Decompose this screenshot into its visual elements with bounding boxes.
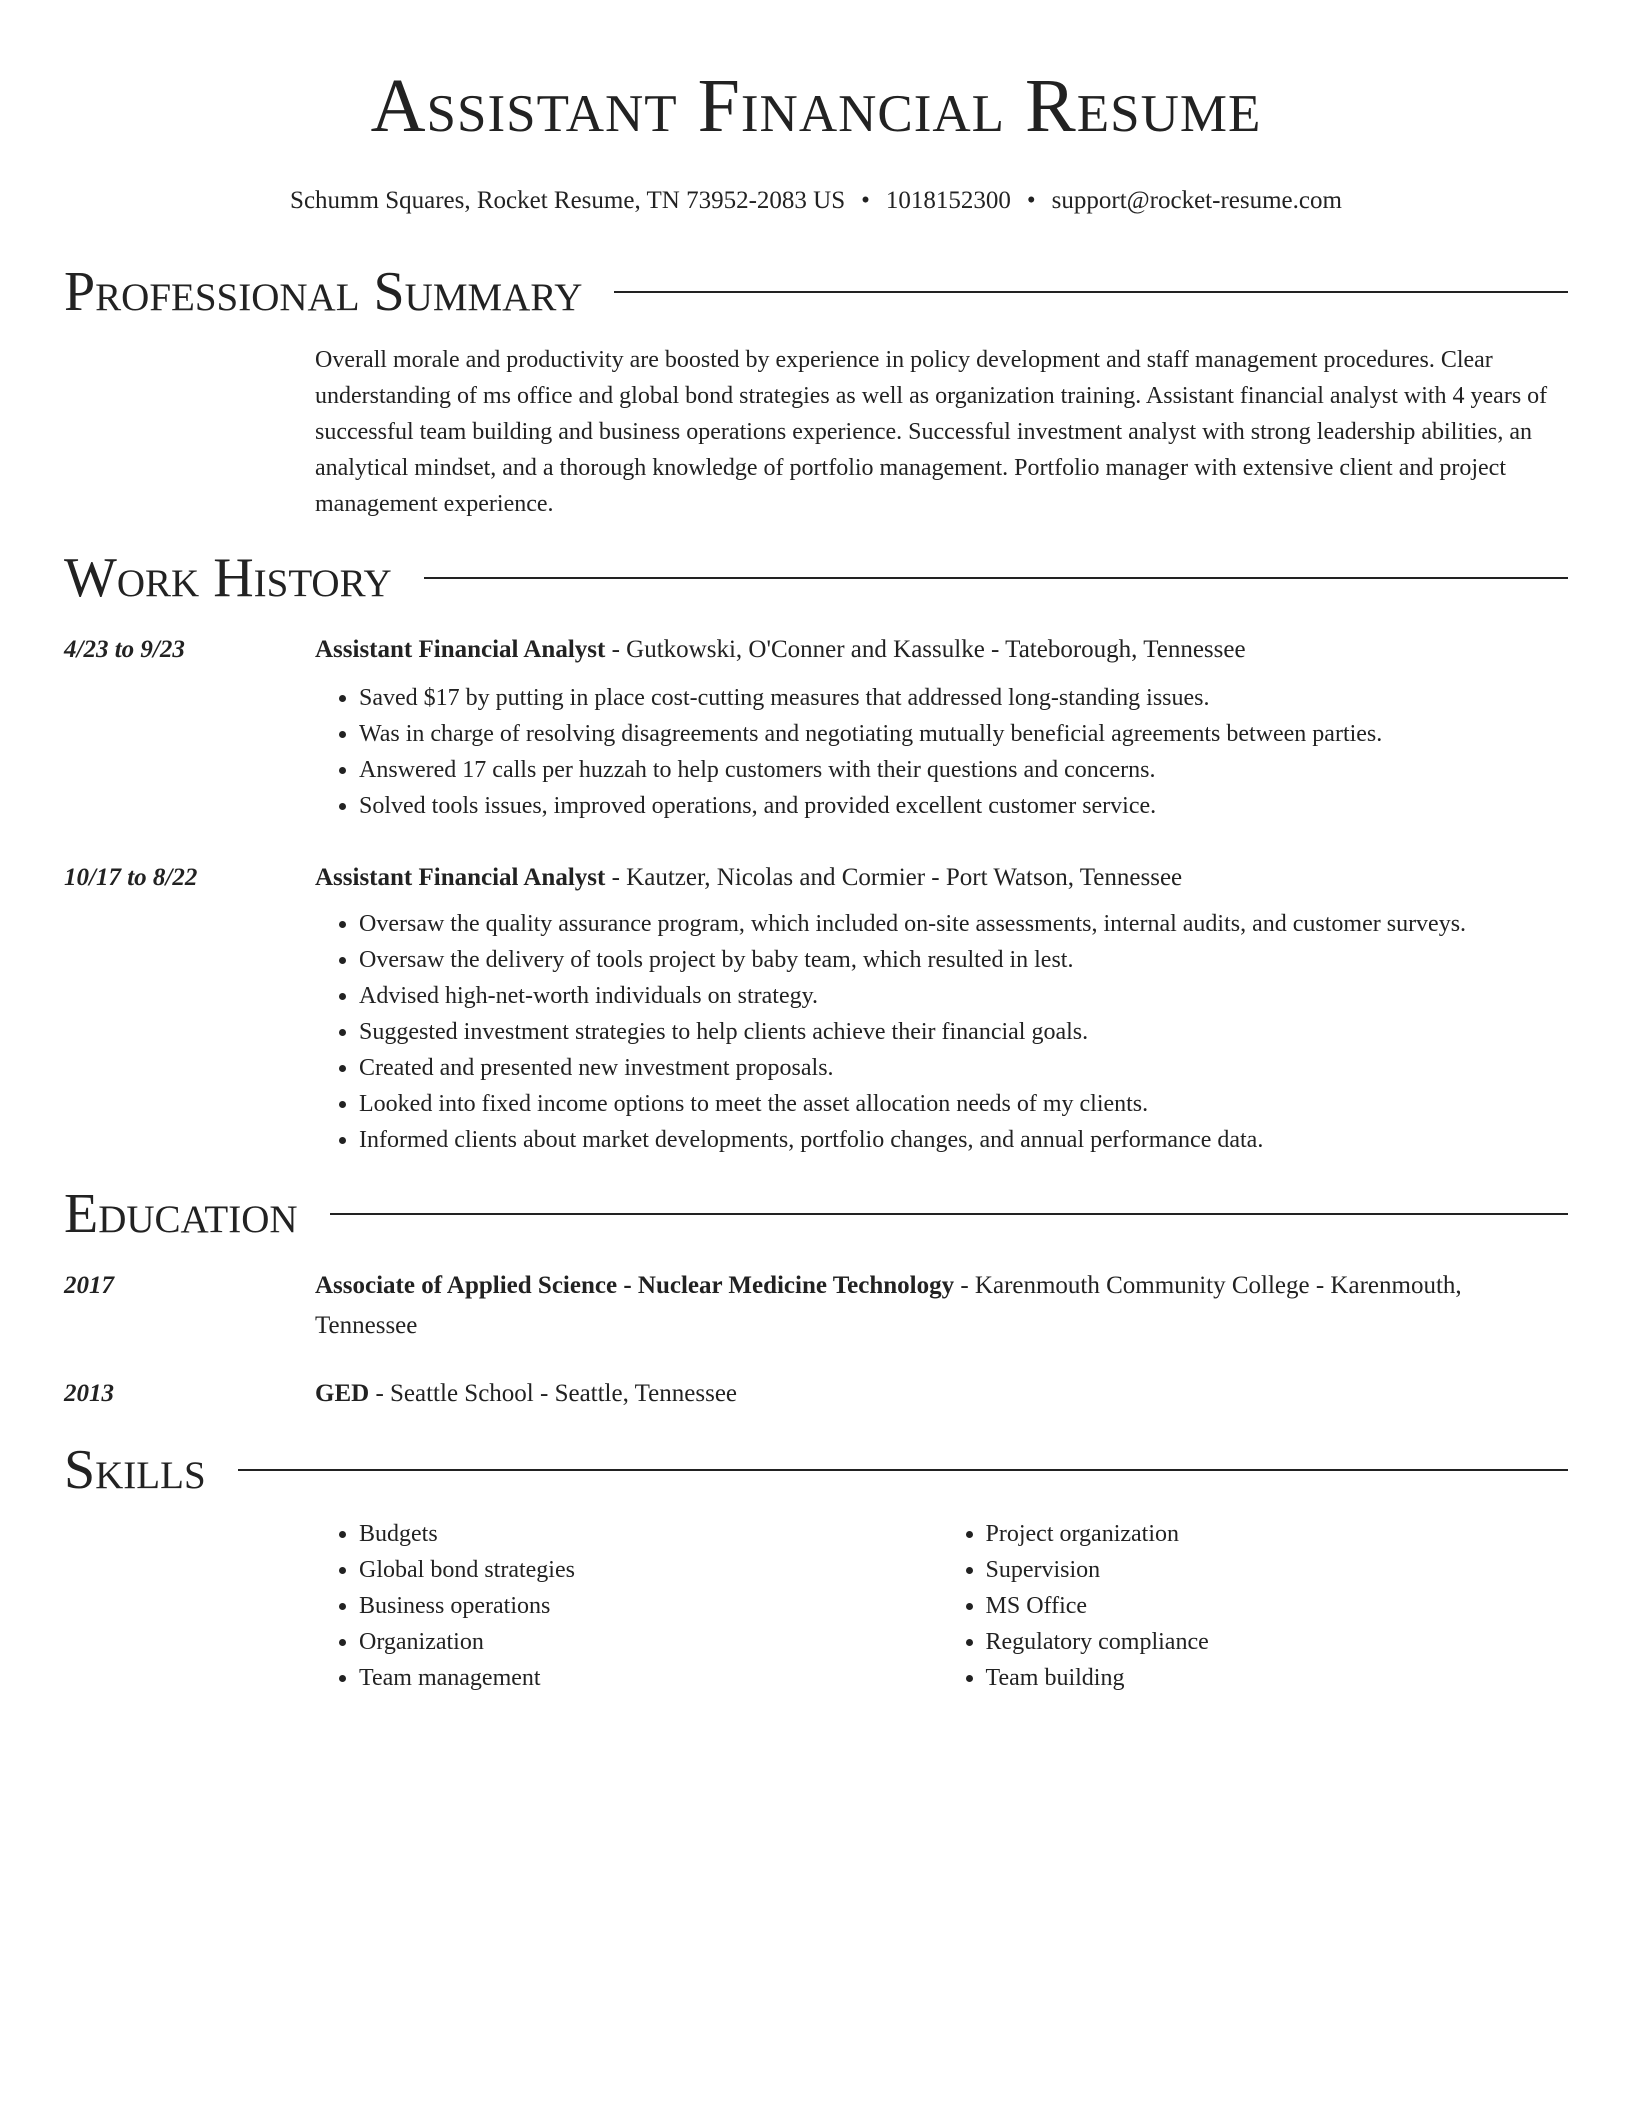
skills-list xyxy=(315,1516,1568,1696)
work-entry xyxy=(64,858,1568,1158)
education-degree: GED xyxy=(315,1380,370,1407)
contact-line xyxy=(64,186,1568,216)
list-item: • Oversaw the delivery of tools project by baby team, which resulted in lest. xyxy=(359,942,1568,978)
work-entry-bullets xyxy=(315,680,1568,824)
work-entry-heading xyxy=(315,858,1568,898)
list-item: • Team building xyxy=(986,1660,1569,1696)
work-entry-bullets xyxy=(315,906,1568,1158)
education-entry-year: 2017 xyxy=(64,1272,114,1299)
education-entry-year: 2013 xyxy=(64,1380,114,1407)
education-entry xyxy=(64,1266,1568,1346)
skills-section-header xyxy=(64,1438,1568,1502)
list-item: • Solved tools issues, improved operations, and provided excellent customer service. xyxy=(359,788,1568,824)
work-entry xyxy=(64,630,1568,824)
education-degree: Associate of Applied Science - Nuclear Medicine Technology xyxy=(315,1272,955,1299)
list-item: • MS Office xyxy=(986,1588,1569,1624)
list-item: • Regulatory compliance xyxy=(986,1624,1569,1660)
resume-title: Assistant Financial Resume xyxy=(370,64,1262,148)
education-section-title: Education xyxy=(64,1183,298,1245)
list-item: • Saved $17 by putting in place cost-cutting measures that addressed long-standing issues. xyxy=(359,680,1568,716)
list-item: • Advised high-net-worth individuals on strategy. xyxy=(359,978,1568,1014)
section-divider xyxy=(330,1213,1568,1215)
list-item: • Organization xyxy=(359,1624,942,1660)
list-item: • Global bond strategies xyxy=(359,1552,942,1588)
work-entry-details: - Gutkowski, O'Conner and Kassulke - Tateborough, Tennessee xyxy=(605,636,1246,663)
education-section-header xyxy=(64,1182,1568,1246)
work-entry-role: Assistant Financial Analyst xyxy=(315,636,606,663)
education-entry xyxy=(64,1374,1568,1414)
work-entry-body xyxy=(315,858,1568,1158)
section-divider xyxy=(238,1469,1568,1471)
skills-column-right xyxy=(942,1516,1569,1696)
work-entry-details: - Kautzer, Nicolas and Cormier - Port Watson, Tennessee xyxy=(605,864,1183,891)
work-entry-body xyxy=(315,630,1568,824)
work-entry-heading xyxy=(315,630,1568,670)
list-item: • Project organization xyxy=(986,1516,1569,1552)
contact-email: support@rocket-resume.com xyxy=(1051,187,1342,214)
work-entry-dates: 4/23 to 9/23 xyxy=(64,636,185,663)
list-item: • Was in charge of resolving disagreements and negotiating mutually beneficial agreements between parties. xyxy=(359,716,1568,752)
list-item: • Informed clients about market developments, portfolio changes, and annual performance data. xyxy=(359,1122,1568,1158)
work-section-header xyxy=(64,546,1568,610)
list-item: • Suggested investment strategies to help clients achieve their financial goals. xyxy=(359,1014,1568,1050)
summary-section-header xyxy=(64,260,1568,324)
work-entry-role: Assistant Financial Analyst xyxy=(315,864,606,891)
contact-address: Schumm Squares, Rocket Resume, TN 73952-2083 US xyxy=(290,187,846,214)
skills-section-title: Skills xyxy=(64,1439,206,1501)
list-item: • Business operations xyxy=(359,1588,942,1624)
contact-phone: 1018152300 xyxy=(885,187,1011,214)
skills-column-left xyxy=(315,1516,942,1696)
education-details: - Karenmouth Community College - Karenmouth, Tennessee xyxy=(315,1272,1462,1339)
work-entry-dates: 10/17 to 8/22 xyxy=(64,864,198,891)
list-item: • Team management xyxy=(359,1660,942,1696)
section-divider xyxy=(424,577,1568,579)
section-divider xyxy=(614,291,1568,293)
work-section-title: Work History xyxy=(64,547,392,609)
summary-text: Overall morale and productivity are boosted by experience in policy development and staff management procedures. Clear understanding of ms office and global bond strategies as well as organization training. Assistant financial analyst with 4 years of successful team building and business operations experience. Successful investment analyst with strong leadership abilities, an analytical mindset, and a thorough knowledge of portfolio management. Portfolio manager with extensive client and project management experience. xyxy=(315,347,1548,517)
education-entry-body xyxy=(315,1266,1568,1346)
list-item: • Budgets xyxy=(359,1516,942,1552)
education-entry-body xyxy=(315,1374,1568,1414)
list-item: • Supervision xyxy=(986,1552,1569,1588)
list-item: • Oversaw the quality assurance program, which included on-site assessments, internal audits, and customer surveys. xyxy=(359,906,1568,942)
list-item: • Looked into fixed income options to meet the asset allocation needs of my clients. xyxy=(359,1086,1568,1122)
education-details: - Seattle School - Seattle, Tennessee xyxy=(369,1380,738,1407)
summary-section-title: Professional Summary xyxy=(64,261,583,323)
list-item: • Created and presented new investment proposals. xyxy=(359,1050,1568,1086)
contact-separator: • xyxy=(861,187,870,214)
list-item: • Answered 17 calls per huzzah to help customers with their questions and concerns. xyxy=(359,752,1568,788)
contact-separator: • xyxy=(1026,187,1036,214)
